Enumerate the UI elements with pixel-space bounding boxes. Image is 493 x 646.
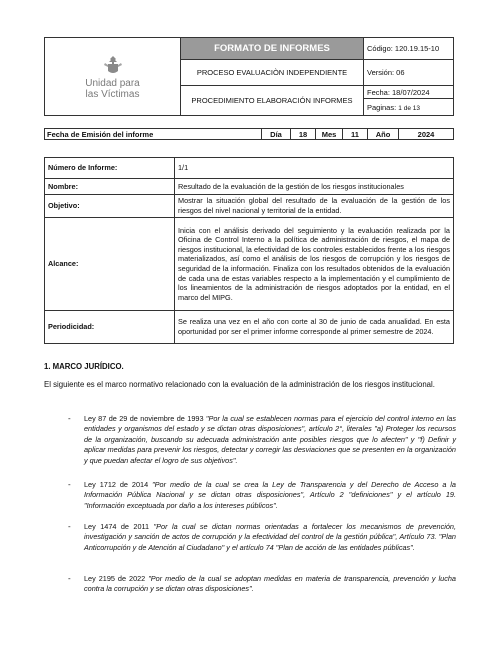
day-label: Día	[262, 129, 291, 140]
pages-field	[364, 99, 454, 116]
law-title: Ley 1712 de 2014	[84, 480, 149, 489]
law-description: "Por medio de la cual se adoptan medidas en materia de transparencia, prevención y lucha contra la corrupción y se dictan otras disposiciones".	[84, 574, 456, 594]
list-bullet: -	[68, 414, 71, 423]
info-label: Número de Informe:	[45, 158, 175, 179]
date-field: Fecha: 18/07/2024	[364, 86, 454, 99]
info-label: Objetivo:	[45, 195, 175, 218]
info-value: Mostrar la situación global del resultado de la evaluación de la gestión de los riesgos del nivel nacional y territorial de la entidad.	[175, 195, 454, 218]
law-description: "Por la cual se dictan normas orientadas a fortalecer los mecanismos de prevención, investigación y sanción de actos de corrupción y la efectividad del control de la gestión pública", Artículo 73. "Plan Anticorrupción y de Atención al Ciudadano" y el artículo 74 "Plan de acción de las entidades públicas".	[84, 522, 456, 552]
version-field: Versión: 06	[364, 60, 454, 86]
info-row-name	[45, 179, 454, 195]
list-bullet: -	[68, 480, 71, 489]
procedure-name: PROCEDIMIENTO ELABORACIÓN INFORMES	[181, 86, 364, 116]
law-title: Ley 1474 de 2011	[84, 522, 150, 531]
section-intro: El siguiente es el marco normativo relacionado con la evaluación de la administración de los riesgos institucional.	[44, 380, 435, 389]
info-value: Se realiza una vez en el año con corte al 30 de junio de cada anualidad. En esta oportunidad por ser el primer informe corresponde al primer semestre de 2024.	[175, 311, 454, 344]
info-row-number	[45, 158, 454, 179]
list-bullet: -	[68, 574, 71, 583]
code-field: Código: 120.19.15-10	[364, 38, 454, 60]
info-label: Periodicidad:	[45, 311, 175, 344]
info-label: Nombre:	[45, 179, 175, 195]
coat-of-arms-icon	[102, 54, 124, 76]
pages-label: Paginas:	[367, 102, 397, 112]
month-value: 11	[343, 129, 368, 140]
info-row-scope	[45, 218, 454, 311]
law-description: "Por medio de la cual se crea la Ley de Transparencia y del Derecho de Acceso a la Información Pública Nacional y se dictan otras disposiciones", Artículo 2 "definiciones" y el artículo 19. "Información exceptuada por daño a los intereses públicos".	[84, 480, 456, 510]
info-label: Alcance:	[45, 218, 175, 311]
report-info-table	[44, 157, 454, 344]
law-item	[84, 414, 456, 466]
law-description: "Por la cual se establecen normas para el ejercicio del control interno en las entidades y organismos del estado y se dictan otras disposiciones", artículo 2°, literales "a) Proteger los recursos de la organización, buscando su adecuada administración ante posibles riesgos que lo afecten" y "f) Definir y aplicar medidas para prevenir los riesgos, detectar y corregir las desviaciones que se presenten en la organización y que puedan afectar el logro de sus objetivos".	[84, 414, 457, 465]
logo-text: Unidad para las Víctimas	[85, 77, 140, 100]
logo-cell	[45, 38, 181, 116]
year-label: Año	[368, 129, 399, 140]
month-label: Mes	[316, 129, 343, 140]
pages-value: 1 de 13	[398, 104, 420, 112]
law-item	[84, 522, 456, 553]
section-heading: 1. MARCO JURÍDICO.	[44, 362, 124, 371]
info-value: Resultado de la evaluación de la gestión de los riesgos institucionales	[175, 179, 454, 195]
info-row-objective	[45, 195, 454, 218]
info-row-periodicity	[45, 311, 454, 344]
law-title: Ley 87 de 29 de noviembre de 1993	[84, 414, 204, 423]
info-value: Inicia con el análisis derivado del seguimiento y la evaluación realizada por la Oficina de Control Interno a la política de administración de riesgos, el mapa de riesgos institucional, la efectividad de los controles establecidos frente a los riesgos materializados, así como el análisis de los riesgos de corrupción y los riesgos de seguridad de la información. Finaliza con los resultados obtenidos de la evaluación de cada una de estas variables respecto a la implementación y el cumplimiento de los lineamientos de la administración de riesgos adoptados por la entidad, en el marco del MIPG.	[175, 218, 454, 311]
emission-label: Fecha de Emisión del informe	[45, 129, 262, 140]
document-title: FORMATO DE INFORMES	[181, 38, 364, 60]
law-item	[84, 480, 456, 511]
law-item	[84, 574, 456, 595]
day-value: 18	[291, 129, 316, 140]
law-title: Ley 2195 de 2022	[84, 574, 146, 583]
process-name: PROCESO EVALUACIÒN INDEPENDIENTE	[181, 60, 364, 86]
info-value: 1/1	[175, 158, 454, 179]
list-bullet: -	[68, 522, 71, 531]
document-header	[44, 37, 454, 116]
year-value: 2024	[399, 129, 454, 140]
emission-date-table	[44, 128, 454, 140]
